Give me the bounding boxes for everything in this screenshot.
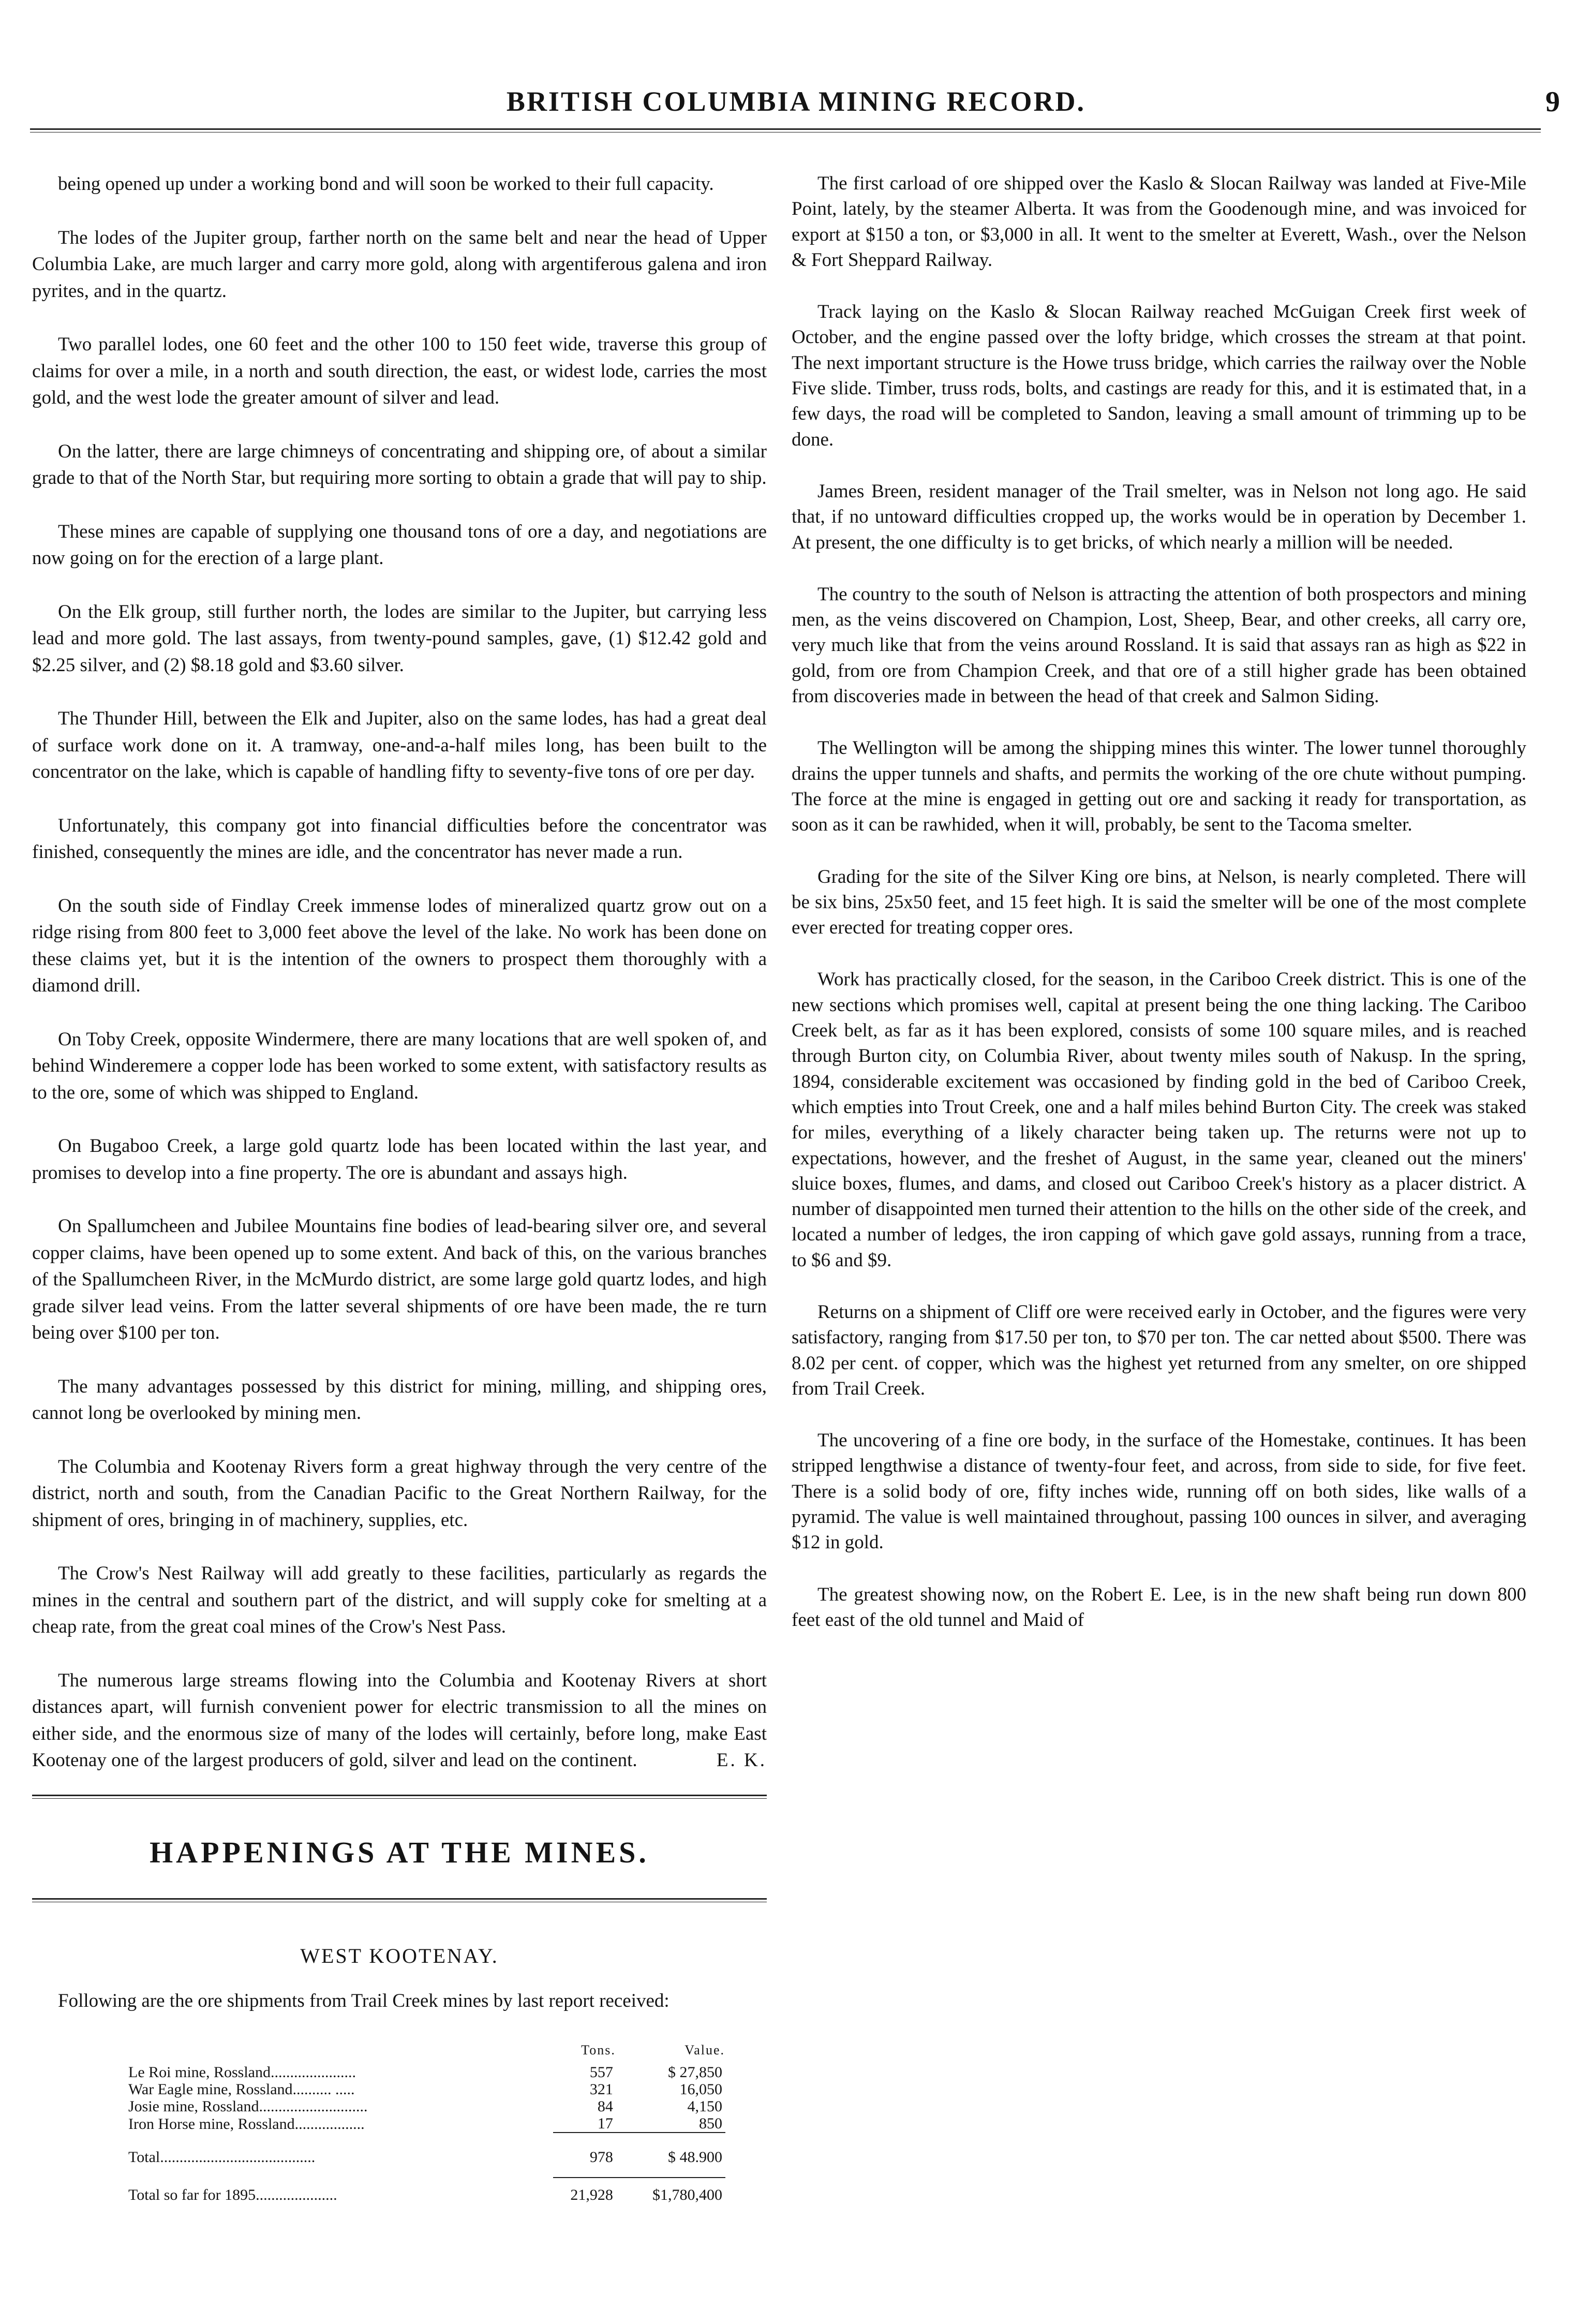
article-paragraph: On Toby Creek, opposite Windermere, there are many locations that are well spoken of, and behind Winderemere a copper lode has been worked to some extent, with satisfactory results as to the ore, some of which was shipped to England. xyxy=(32,1028,767,1103)
header-rule xyxy=(30,128,1541,132)
news-paragraph: James Breen, resident manager of the Trail smelter, was in Nelson not long ago. He said that, if no untoward difficulties cropped up, the works would be in operation by December 1. At present, the one difficulty is to get bricks, of which nearly a million will be needed. xyxy=(792,480,1526,553)
grand-total-tons: 21,928 xyxy=(553,2178,616,2203)
subsection-title: WEST KOOTENAY. xyxy=(300,1944,499,1967)
mine-name: Iron Horse mine, Rossland.................. xyxy=(128,2115,365,2133)
section-rule-top xyxy=(32,1795,767,1799)
mine-name: Le Roi mine, Rossland...................... xyxy=(128,2064,356,2081)
article-paragraph: On the latter, there are large chimneys of concentrating and shipping ore, of about a similar grade to that of the North Star, but requiring more sorting to obtain a grade that will pay to ship. xyxy=(32,440,767,489)
news-paragraph: Grading for the site of the Silver King ore bins, at Nelson, is nearly completed. There will be six bins, 25x50 feet, and 15 feet high. It is said the smelter will be one of the most complete ever erected for treating copper ores. xyxy=(792,866,1526,939)
article-paragraph: These mines are capable of supplying one thousand tons of ore a day, and negotiations are now going on for the erection of a large plant. xyxy=(32,521,767,569)
ore-shipments-table xyxy=(125,2041,725,2203)
shipments-intro: Following are the ore shipments from Trail Creek mines by last report received: xyxy=(58,1990,669,2011)
grand-total-value: $1,780,400 xyxy=(616,2178,725,2203)
mine-tons: 84 xyxy=(597,2098,613,2115)
article-paragraph: On Spallumcheen and Jubilee Mountains fine bodies of lead-bearing silver ore, and several copper claims, have been opened up to some extent. And back of this, on the various branches of the Spallumcheen River, in the McMurdo district, are some large gold quartz lodes, and high grade silver lead veins. From the latter several shipments of ore have been made, the re turn being over $100 per ton. xyxy=(32,1216,767,1343)
table-row xyxy=(125,2115,725,2133)
article-paragraph: On Bugaboo Creek, a large gold quartz lode has been located within the last year, and promises to develop into a fine property. The ore is abundant and assays high. xyxy=(32,1135,767,1183)
left-column xyxy=(32,171,767,2203)
article-paragraph: The many advantages possessed by this district for mining, milling, and shipping ores, cannot long be overlooked by mining men. xyxy=(32,1375,767,1424)
section-title: HAPPENINGS AT THE MINES. xyxy=(150,1835,649,1869)
mine-tons: 557 xyxy=(589,2064,613,2081)
news-paragraph: The greatest showing now, on the Robert E. Lee, is in the new shaft being run down 800 feet east of the old tunnel and Maid of xyxy=(792,1583,1526,1631)
table-row xyxy=(125,2081,725,2098)
mine-value: 16,050 xyxy=(679,2081,722,2098)
news-paragraph: Work has practically closed, for the season, in the Cariboo Creek district. This is one of the new sections which promises well, capital at present being the one thing lacking. The Cariboo Creek belt, as far as it has been explored, consists of some 100 square miles, and is reached through Burton city, on Columbia River, about twenty miles south of Nakusp. In the spring, 1894, considerable excitement was occasioned by finding gold in the bed of Cariboo Creek, which empties into Trout Creek, one and a half miles behind Burton City. The creek was staked for miles, everything of a likely character being taken up. The returns were not up to expectations, however, and the freshet of August, in the same year, cleaned out the miners' sluice boxes, flumes, and dams, and closed out Cariboo Creek's history as a placer district. A number of disappointed men turned their attention to the hills on the other side of the creek, and located a number of ledges, the iron capping of which gave gold assays, running from a trace, to $6 and $9. xyxy=(792,969,1527,1271)
news-paragraph: The Wellington will be among the shipping mines this winter. The lower tunnel thoroughly drains the upper tunnels and shafts, and permits the working of the ore chute without pumping. The force at the mine is engaged in getting out ore and sacking it ready for transportation, as soon as it can be rawhided, when it will, probably, be sent to the Tacoma smelter. xyxy=(792,737,1526,836)
article-paragraph: Unfortunately, this company got into financial difficulties before the concentrator was finished, consequently the mines are idle, and the concentrator has never made a run. xyxy=(32,815,767,863)
page-number: 9 xyxy=(1545,86,1560,118)
running-head xyxy=(0,85,1592,122)
mine-value: $ 27,850 xyxy=(668,2064,722,2081)
news-paragraph: Track laying on the Kaslo & Slocan Railway reached McGuigan Creek first week of October, and the engine passed over the lofty bridge, which crosses the stream at that point. The next important structure is the Howe truss bridge, which carries the railway over the Noble Five slide. Timber, truss rods, bolts, and castings are ready for this, and it is estimated that, in a few days, the road will be completed to Sandon, leaving a small amount of trimming up to be done. xyxy=(792,301,1526,450)
total-value: $ 48.900 xyxy=(616,2133,725,2178)
final-paragraph-text: The numerous large streams flowing into the Columbia and Kootenay Rivers at short distances apart, will furnish convenient power for electric transmission to all the mines on either side, and the enormous size of many of the lodes will certainly, before long, make East Kootenay one of the largest producers of gold, silver and lead on the continent. xyxy=(32,1669,767,1771)
news-paragraph: The country to the south of Nelson is attracting the attention of both prospectors and mining men, as the veins discovered on Champion, Lost, Sheep, Bear, and other creeks, all carry ore, very much like that from the veins around Rossland. It is said that assays ran as high as $22 in gold, from ore from Champion Creek, and that ore of a still higher grade has been obtained from discoveries made in between the head of that creek and Salmon Siding. xyxy=(792,583,1526,707)
article-final-paragraph xyxy=(32,1667,767,1774)
article-paragraph: On the Elk group, still further north, the lodes are similar to the Jupiter, but carrying less lead and more gold. The last assays, from twenty-pound samples, gave, (1) $12.42 gold and $2.25 silver, and (2) $8.18 gold and $3.60 silver. xyxy=(32,601,767,676)
article-paragraph: Two parallel lodes, one 60 feet and the other 100 to 150 feet wide, traverse this group of claims for over a mile, in a north and south direction, the east, or widest lode, carries the most gold, and the west lode the greater amount of silver and lead. xyxy=(32,334,767,408)
header-tons: Tons. xyxy=(581,2042,616,2057)
table-header-row xyxy=(125,2041,725,2064)
article-paragraph: The Thunder Hill, between the Elk and Jupiter, also on the same lodes, has had a great deal of surface work done on it. A tramway, one-and-a-half miles long, has been built to the concentrator on the lake, which is capable of handling fifty to seventy-five tons of ore per day. xyxy=(32,708,767,782)
header-mine xyxy=(125,2041,553,2064)
article-paragraph: On the south side of Findlay Creek immense lodes of mineralized quartz grow out on a ridge rising from 800 feet to 3,000 feet above the level of the lake. No work has been done on these claims yet, but it is the intention of the owners to prospect them thoroughly with a diamond drill. xyxy=(32,895,767,996)
mine-value: 4,150 xyxy=(687,2098,722,2115)
table-row xyxy=(125,2064,725,2081)
section-rule-bottom xyxy=(32,1898,767,1902)
table-row xyxy=(125,2098,725,2115)
journal-title: BRITISH COLUMBIA MINING RECORD. xyxy=(506,86,1086,117)
mine-tons: 17 xyxy=(597,2115,613,2132)
mine-tons: 321 xyxy=(589,2081,613,2098)
news-paragraph: Returns on a shipment of Cliff ore were received early in October, and the figures were very satisfactory, ranging from $17.50 per ton, to $70 per ton. The car netted about $500. There was 8.02 per cent. of copper, which was the highest yet returned from any smelter, on ore shipped from Trail Creek. xyxy=(792,1301,1526,1399)
header-value: Value. xyxy=(685,2042,725,2057)
article-paragraph: The lodes of the Jupiter group, farther north on the same belt and near the head of Upper Columbia Lake, are much larger and carry more gold, along with argentiferous galena and iron pyrites, and in the quartz. xyxy=(32,227,767,302)
author-signature: E. K. xyxy=(716,1750,767,1771)
grand-total-label: Total so far for 1895..................... xyxy=(128,2186,337,2203)
article-paragraph: The Crow's Nest Railway will add greatly to these facilities, particularly as regards the mines in the central and southern part of the district, and will supply coke for smelting at a cheap rate, from the great coal mines of the Crow's Nest Pass. xyxy=(32,1563,767,1637)
table-total-row xyxy=(125,2133,725,2178)
mine-value: 850 xyxy=(699,2115,722,2132)
news-paragraph: The uncovering of a fine ore body, in the surface of the Homestake, continues. It has been stripped lengthwise a distance of twenty-four feet, and across, from side to side, for five feet. There is a solid body of ore, fifty inches wide, running off on both sides, like walls of a pyramid. The value is well maintained throughout, passing 100 ounces in silver, and averaging $12 in gold. xyxy=(792,1430,1526,1553)
mine-name: Josie mine, Rossland............................ xyxy=(128,2098,368,2115)
right-column xyxy=(792,171,1526,1659)
mine-name: War Eagle mine, Rossland.......... ..... xyxy=(128,2081,355,2098)
article-paragraph: being opened up under a working bond and will soon be worked to their full capacity. xyxy=(58,173,714,195)
news-paragraph: The first carload of ore shipped over the Kaslo & Slocan Railway was landed at Five-Mile Point, lately, by the steamer Alberta. It was from the Goodenough mine, and was invoiced for export at $150 a ton, or $3,000 in all. It went to the smelter at Everett, Wash., over the Nelson & Fort Sheppard Railway. xyxy=(792,173,1526,271)
table-grand-total-row xyxy=(125,2178,725,2203)
total-tons: 978 xyxy=(553,2133,616,2178)
total-label: Total........................................ xyxy=(128,2149,316,2166)
article-paragraph: The Columbia and Kootenay Rivers form a great highway through the very centre of the district, north and south, from the Canadian Pacific to the Great Northern Railway, for the shipment of ores, bringing in of machinery, supplies, etc. xyxy=(32,1456,767,1531)
